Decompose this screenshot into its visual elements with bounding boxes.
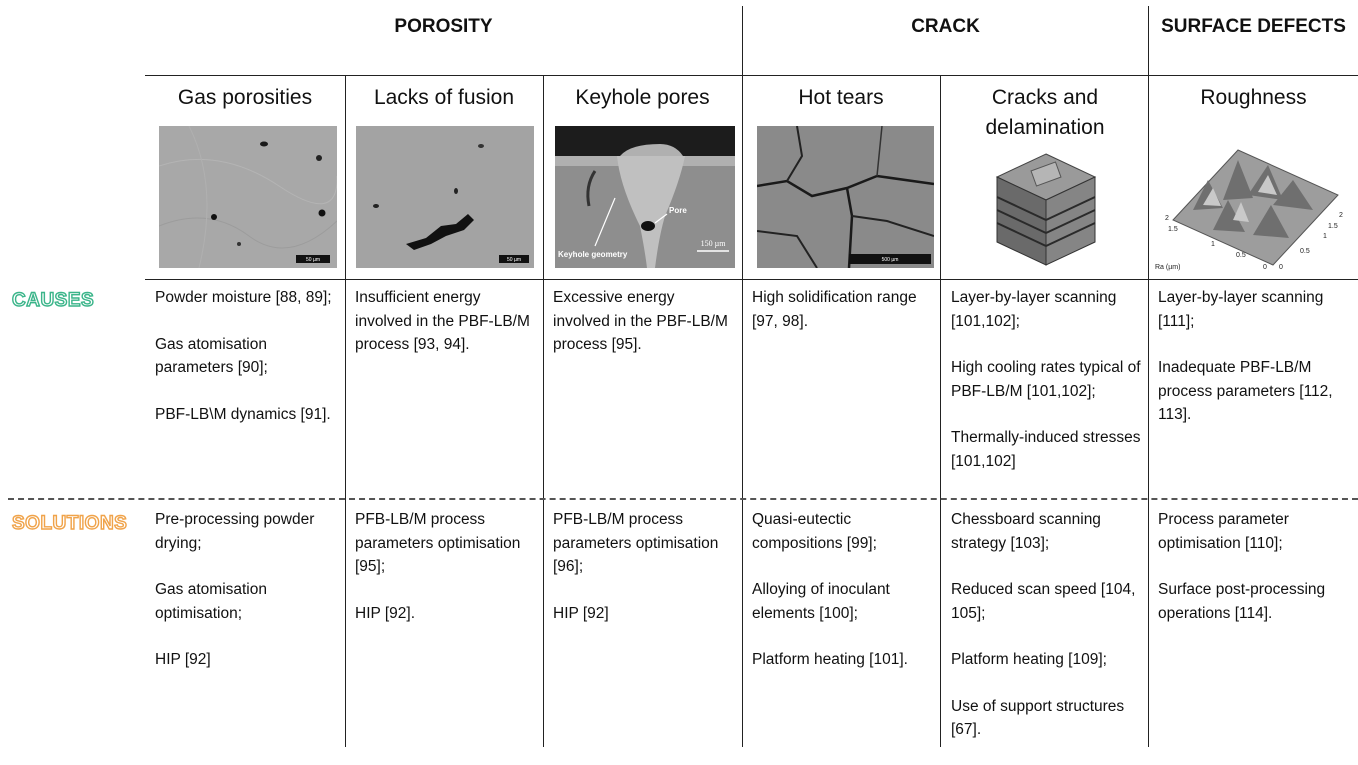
header-rule <box>145 75 1358 76</box>
cause-text: Layer-by-layer scanning [111]; <box>1158 289 1324 330</box>
solution-text: Use of support structures [67]. <box>951 697 1125 738</box>
y-tick-0: 0 <box>1279 264 1283 271</box>
keyhole-geometry-label: Keyhole geometry <box>558 250 628 259</box>
group-surface-defects: SURFACE DEFECTS <box>1161 16 1346 37</box>
x-tick-05: 0.5 <box>1236 252 1246 259</box>
y-tick-15: 1.5 <box>1328 223 1338 230</box>
gas-scale-label: 50 µm <box>306 257 320 263</box>
cause-text: Powder moisture [88, 89]; <box>155 289 332 306</box>
solutions-cell-lof <box>355 508 535 648</box>
y-tick-1: 1 <box>1323 233 1327 240</box>
causes-cell-gas <box>155 286 340 449</box>
y-tick-2: 2 <box>1339 212 1343 219</box>
divider-col-4 <box>940 75 941 747</box>
solution-text: Reduced scan speed [104, 105]; <box>951 581 1136 622</box>
image-row-rule <box>145 279 1358 280</box>
cause-text: Gas atomisation parameters [90]; <box>155 335 268 376</box>
solution-text: PFB-LB/M process parameters optimisation [96]; <box>553 511 719 575</box>
solution-text: Pre-processing powder drying; <box>155 511 315 552</box>
col-title-cracks-delamination: Cracks and delamination <box>985 86 1105 139</box>
delaminated-cube <box>995 152 1097 268</box>
solution-text: Process parameter optimisation [110]; <box>1158 511 1289 552</box>
hot-tears-micrograph <box>757 126 934 268</box>
causes-cell-lof <box>355 286 535 380</box>
divider-col-5 <box>1148 75 1149 747</box>
causes-cell-roughness <box>1158 286 1356 450</box>
divider-group-1 <box>742 6 743 75</box>
divider-col-1 <box>345 75 346 747</box>
cause-text: Excessive energy involved in the PBF-LB/M process [95]. <box>553 289 728 353</box>
solution-text: PFB-LB/M process parameters optimisation [95]; <box>355 511 521 575</box>
z-tick-15: 1.5 <box>1168 226 1178 233</box>
x-tick-1: 1 <box>1211 241 1215 248</box>
solution-text: Quasi-eutectic compositions [99]; <box>752 511 877 552</box>
lack-of-fusion-micrograph <box>356 126 534 268</box>
causes-cell-cracks <box>951 286 1143 496</box>
solutions-cell-gas <box>155 508 340 695</box>
solution-text: Gas atomisation optimisation; <box>155 581 267 622</box>
solutions-cell-cracks <box>951 508 1143 765</box>
gas-porosity-micrograph <box>159 126 337 268</box>
group-crack: CRACK <box>911 16 980 37</box>
solution-text: HIP [92] <box>553 604 609 622</box>
col-title-gas-porosities: Gas porosities <box>177 86 313 109</box>
col-title-keyhole-pores: Keyhole pores <box>575 86 710 109</box>
solution-text: Alloying of inoculant elements [100]; <box>752 581 890 622</box>
cause-text: Thermally-induced stresses [101,102] <box>951 429 1141 470</box>
cause-text: Insufficient energy involved in the PBF-LB/M process [93, 94]. <box>355 289 530 353</box>
causes-cell-keyhole <box>553 286 735 380</box>
group-porosity: POROSITY <box>394 16 493 37</box>
causes-solutions-divider <box>8 498 1358 500</box>
causes-row-label: CAUSES <box>12 290 95 311</box>
keyhole-scale-label: 150 µm <box>700 239 726 248</box>
y-tick-05: 0.5 <box>1300 248 1310 255</box>
solution-text: Surface post-processing operations [114]. <box>1158 581 1326 622</box>
roughness-3d-map <box>1153 140 1348 274</box>
keyhole-pore-label: Pore <box>669 206 687 215</box>
solution-text: Platform heating [109]; <box>951 651 1107 668</box>
cause-text: High solidification range [97, 98]. <box>752 289 917 330</box>
col-title-hot-tears: Hot tears <box>798 86 884 109</box>
cause-text: Layer-by-layer scanning [101,102]; <box>951 289 1117 330</box>
solutions-cell-keyhole <box>553 508 735 648</box>
causes-cell-hot-tears <box>752 286 932 356</box>
divider-group-2 <box>1148 6 1149 75</box>
cause-text: High cooling rates typical of PBF-LB/M [101,102]; <box>951 359 1141 400</box>
hot-scale-label: 500 µm <box>881 257 899 263</box>
solutions-cell-hot-tears <box>752 508 934 695</box>
solutions-row-label: SOLUTIONS <box>12 513 128 534</box>
solution-text: Chessboard scanning strategy [103]; <box>951 511 1101 552</box>
lof-scale-label: 50 µm <box>507 257 521 263</box>
x-tick-0: 0 <box>1263 264 1267 271</box>
solution-text: HIP [92]. <box>355 604 416 622</box>
cause-text: Inadequate PBF-LB/M process parameters [112, 113]. <box>1158 359 1333 423</box>
divider-col-3 <box>742 75 743 747</box>
solution-text: HIP [92] <box>155 651 211 668</box>
solution-text: Platform heating [101]. <box>752 651 908 668</box>
cause-text: PBF-LB\M dynamics [91]. <box>155 405 331 423</box>
keyhole-cross-section <box>555 126 735 268</box>
col-title-lacks-of-fusion: Lacks of fusion <box>373 86 515 109</box>
z-tick-2: 2 <box>1165 215 1169 222</box>
divider-col-2 <box>543 75 544 747</box>
solutions-cell-roughness <box>1158 508 1356 648</box>
col-title-roughness: Roughness <box>1200 86 1307 109</box>
ra-axis-label: Ra (µm) <box>1155 264 1181 271</box>
